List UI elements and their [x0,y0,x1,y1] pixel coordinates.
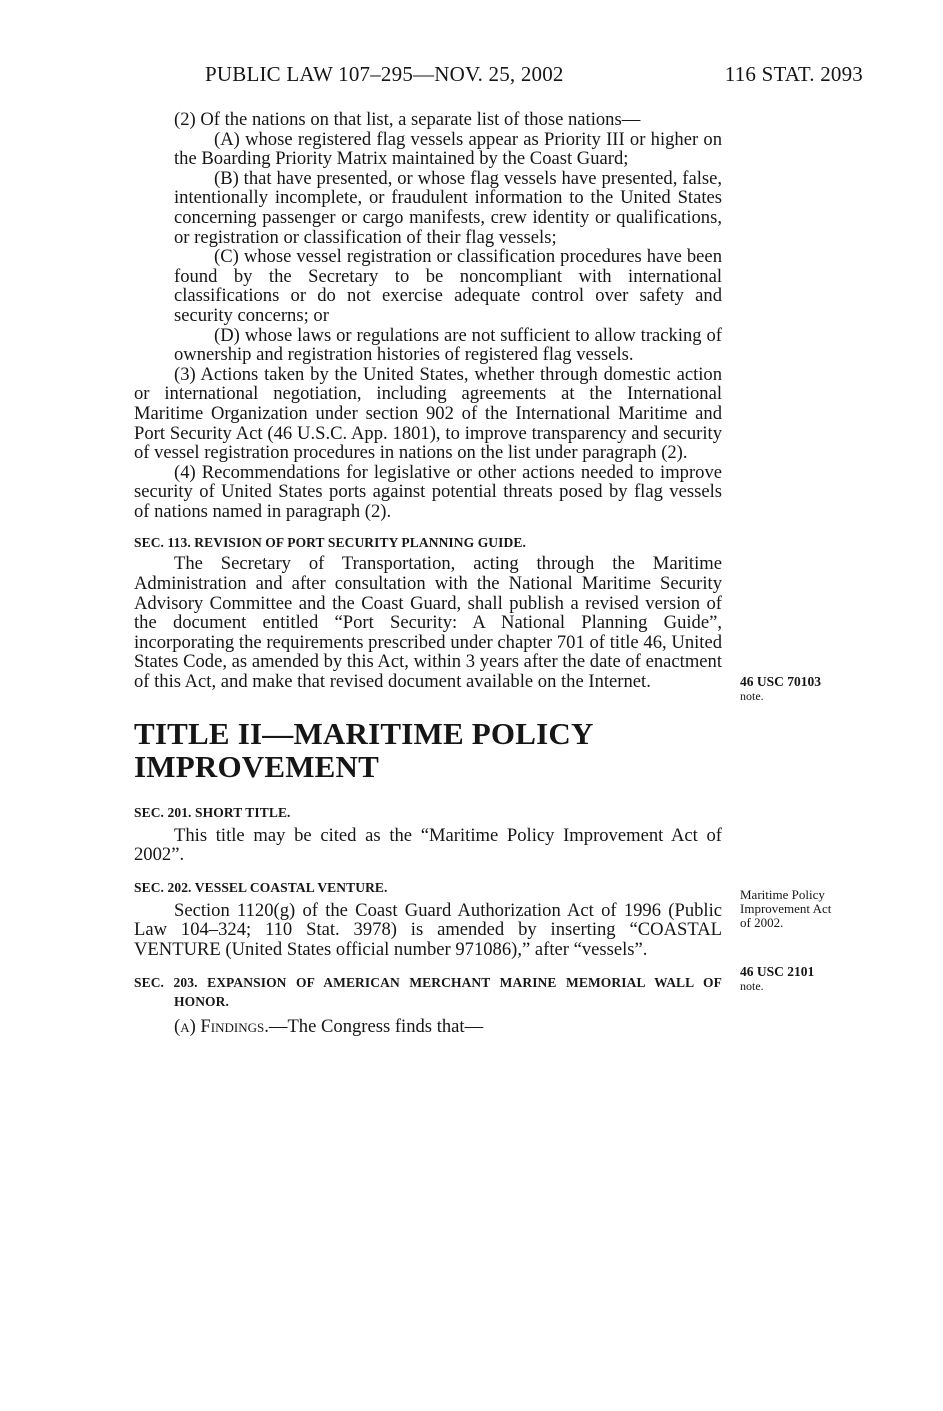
margin-note-113-line2: note. [740,689,764,703]
paragraph-2-intro: (2) Of the nations on that list, a separate list of those nations— [174,109,641,130]
margin-note-title-line2: Improvement Act [740,901,832,916]
paragraph-2-b: (B) that have presented, or whose flag vessels have presented, false, intentionally incomplete, or fraudulent information to the United States concerning passenger or cargo manifests, crew identity or qualifications, or registration or classification of their flag vessels; [174,167,722,248]
running-header [205,62,863,90]
margin-note-sec-201 [740,965,814,993]
title-ii-heading-line2: IMPROVEMENT [134,748,380,784]
margin-note-sec-113 [740,675,821,703]
section-113-text: The Secretary of Transportation, acting through the Maritime Administration and after consultation with the National Maritime Security Advisory Committee and the Coast Guard, shall publish a revised version of the document entitled “Port Security: A National Planning Guide”, incorporating the requirements prescribed under chapter 701 of title 46, United States Code, as amended by this Act, within 3 years after the date of enactment of this Act, and make that revised document available on the Internet. [134,553,722,693]
section-203-findings [134,1017,722,1037]
paragraph-2-a: (A) whose registered flag vessels appear as Priority III or higher on the Boarding Priority Matrix maintained by the Coast Guard; [174,128,722,170]
section-201-heading: SEC. 201. SHORT TITLE. [134,804,291,820]
margin-note-title-line1: Maritime Policy [740,887,825,902]
margin-note-title-ii [740,888,831,930]
header-law-citation: PUBLIC LAW 107–295—NOV. 25, 2002 [205,62,564,86]
paragraph-2-d: (D) whose laws or regulations are not sufficient to allow tracking of ownership and registration histories of registered flag vessels. [174,324,722,366]
paragraph-2-c: (C) whose vessel registration or classification procedures have been found by the Secretary to be noncompliant with international classifications or do not exercise adequate control over safety and security concerns; or [174,246,722,326]
section-113-heading: SEC. 113. REVISION OF PORT SECURITY PLANNING GUIDE. [134,535,526,551]
paragraph-3: (3) Actions taken by the United States, whether through domestic action or international negotiation, including agreements at the International Maritime Organization under section 902 of the International Maritime and Port Security Act (46 U.S.C. App. 1801), to improve transparency and security of vessel registration procedures in nations on the list under paragraph (2). [134,363,722,464]
margin-note-201-line2: note. [740,979,764,993]
title-ii-heading-line1: TITLE II—MARITIME POLICY [134,715,594,751]
section-202-text: Section 1120(g) of the Coast Guard Authorization Act of 1996 (Public Law 104–324; 110 Stat. 3978) is amended by inserting “COASTAL VENTURE (United States official number 971086),” after “vessels”. [134,899,722,960]
margin-note-201-line1: 46 USC 2101 [740,964,815,979]
section-203-heading: SEC. 203. EXPANSION OF AMERICAN MERCHANT MARINE MEMORIAL WALL OF HONOR. [134,974,722,1009]
findings-label: (a) Findings [174,1015,265,1037]
margin-note-title-line3: of 2002. [740,915,784,930]
section-201-text: This title may be cited as the “Maritime Policy Improvement Act of 2002”. [134,824,722,866]
body-text [134,110,722,1036]
findings-text: .—The Congress finds that— [264,1015,484,1037]
paragraph-4: (4) Recommendations for legislative or other actions needed to improve security of United States ports against potential threats posed by flag vessels of nations named in paragraph (2). [134,461,722,522]
section-202-heading: SEC. 202. VESSEL COASTAL VENTURE. [134,879,388,895]
header-stat-page: 116 STAT. 2093 [724,62,863,86]
margin-note-113-line1: 46 USC 70103 [740,674,822,689]
